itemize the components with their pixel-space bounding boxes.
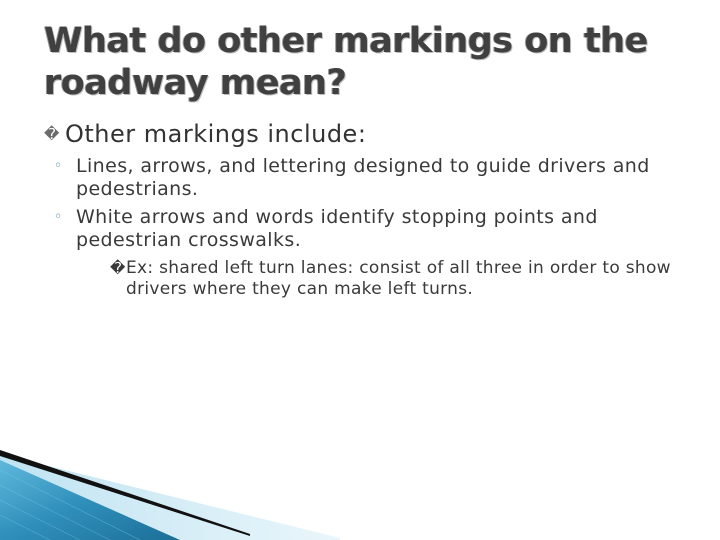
bullet-level1-text: Other markings include: [65,120,367,148]
bullet-level2 [54,155,694,201]
bullet-level2 [54,206,694,252]
bullet-level3-text: Ex: shared left turn lanes: consist of all three in order to show drivers where they can make left turns. [126,258,671,299]
decorative-corner-graphic [0,450,340,540]
circle-bullet-icon: ◦ [54,209,63,225]
bullet-marker-icon: � [110,259,126,277]
bullet-level2-text: White arrows and words identify stopping points and pedestrian crosswalks. [76,206,598,251]
bullet-level3 [110,258,694,300]
bullet-level1 [44,118,694,150]
circle-bullet-icon: ◦ [54,158,63,174]
bullet-level2-text: Lines, arrows, and lettering designed to guide drivers and pedestrians. [76,155,650,200]
slide-body [44,118,694,300]
bullet-marker-icon: � [44,125,60,143]
slide-title: What do other markings on the roadway mean? [44,21,648,103]
